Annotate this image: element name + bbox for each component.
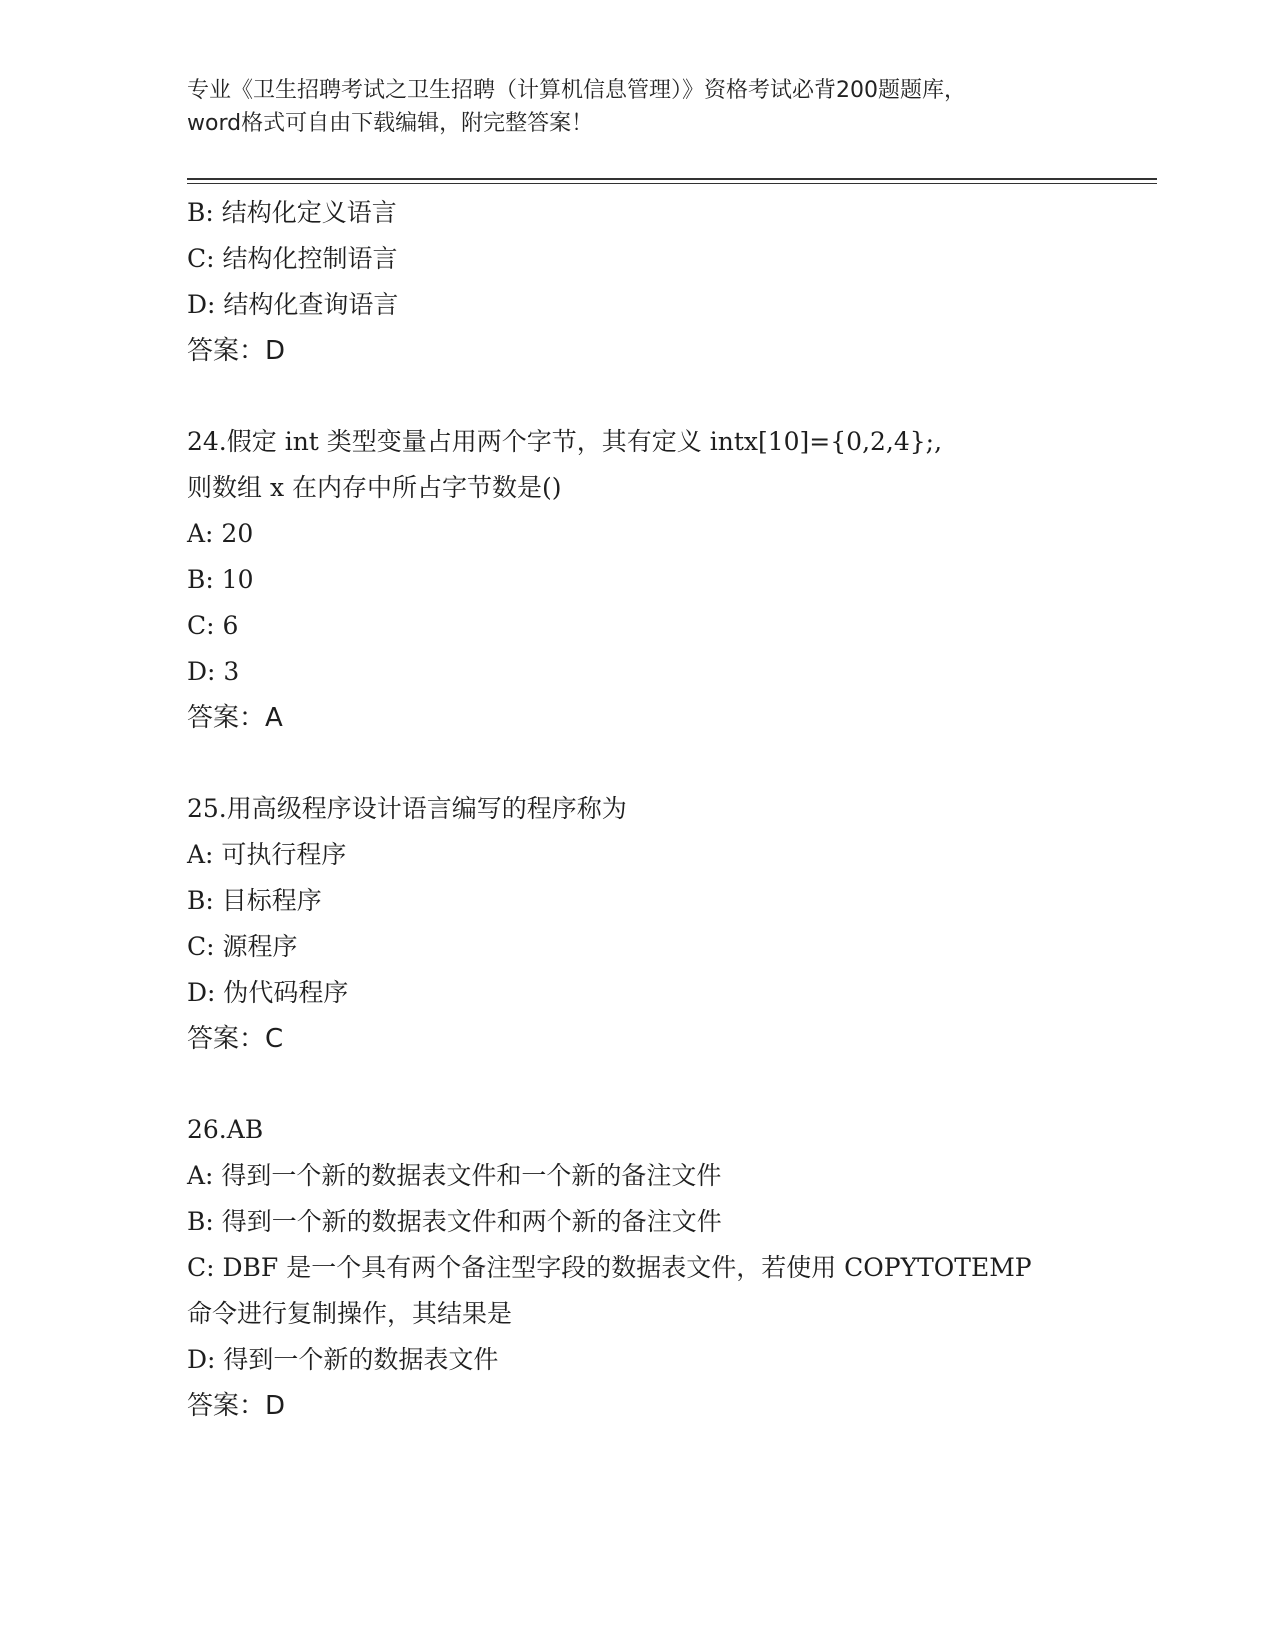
question-list: [187, 190, 1087, 1429]
option-b: B: 得到一个新的数据表文件和两个新的备注文件: [187, 1207, 722, 1236]
answer: 答案：C: [187, 1024, 284, 1054]
header-divider-thin: [187, 183, 1157, 184]
header-line-2: word格式可自由下载编辑，附完整答案！: [187, 111, 594, 136]
option-c: C: 6: [187, 611, 239, 640]
option-a: A: 得到一个新的数据表文件和一个新的备注文件: [187, 1161, 722, 1190]
option-b: B: 10: [187, 565, 254, 594]
document-header: [187, 74, 1087, 140]
answer: 答案：D: [187, 1391, 286, 1421]
question-stem-continued: 则数组 x 在内存中所占字节数是(): [187, 473, 562, 502]
question-stem: 24.假定 int 类型变量占用两个字节，其有定义 intx[10]={0,2,4};,: [187, 427, 943, 456]
option-d: D: 3: [187, 657, 240, 686]
question-spacer: [187, 741, 1087, 786]
question-24: [187, 419, 1087, 741]
option-d: D: 结构化查询语言: [187, 290, 399, 319]
option-c-continued: 命令进行复制操作，其结果是: [187, 1299, 513, 1328]
option-c: C: DBF 是一个具有两个备注型字段的数据表文件，若使用 COPYTOTEMP: [187, 1253, 1032, 1282]
option-a: A: 20: [187, 519, 254, 548]
option-d: D: 伪代码程序: [187, 978, 349, 1007]
option-c: C: 源程序: [187, 932, 298, 961]
answer: 答案：D: [187, 336, 286, 366]
question-spacer: [187, 1062, 1087, 1107]
question-23-tail: [187, 190, 1087, 374]
question-25: [187, 786, 1087, 1062]
option-a: A: 可执行程序: [187, 840, 347, 869]
option-b: B: 结构化定义语言: [187, 198, 397, 227]
question-stem: 25.用高级程序设计语言编写的程序称为: [187, 794, 627, 823]
answer: 答案：A: [187, 703, 283, 733]
question-spacer: [187, 374, 1087, 419]
header-divider-thick: [187, 178, 1157, 180]
question-stem: 26.AB: [187, 1115, 264, 1144]
option-c: C: 结构化控制语言: [187, 244, 398, 273]
question-26: [187, 1107, 1087, 1429]
header-line-1: 专业《卫生招聘考试之卫生招聘（计算机信息管理）》资格考试必背200题题库，: [187, 78, 966, 103]
option-d: D: 得到一个新的数据表文件: [187, 1345, 499, 1374]
option-b: B: 目标程序: [187, 886, 322, 915]
